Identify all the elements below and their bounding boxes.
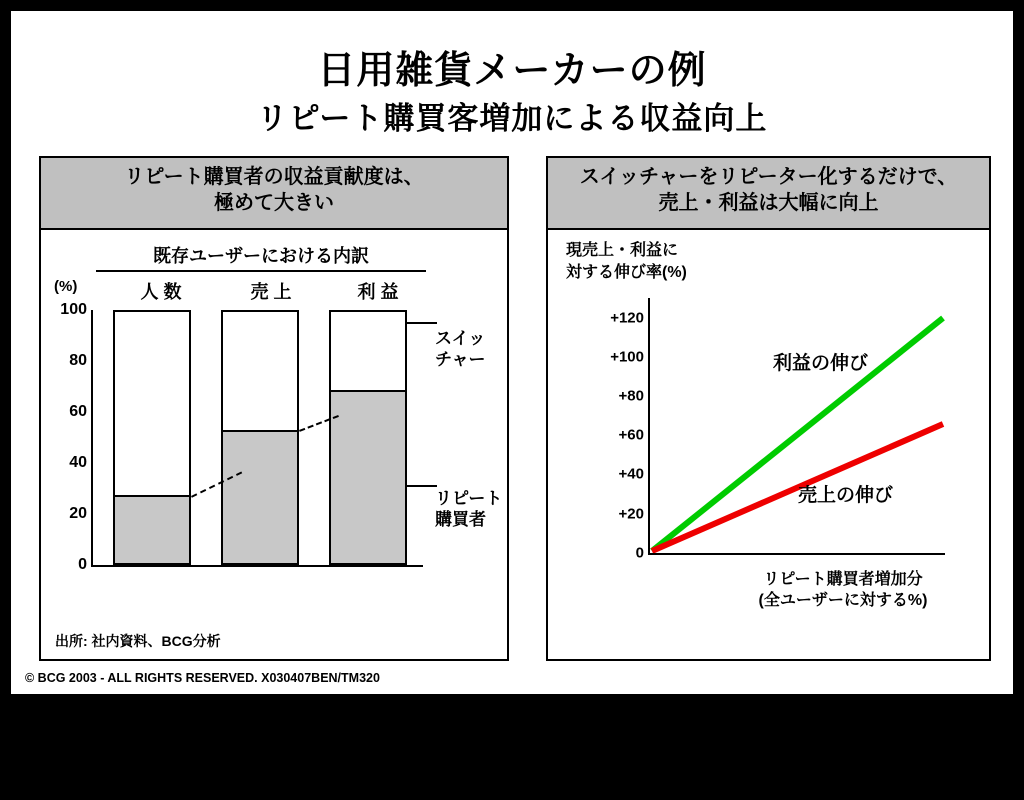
bar-category-label-2: 利 益 — [357, 282, 399, 302]
left-chart-panel — [39, 156, 509, 661]
series-label-sales: 売上の伸び — [798, 485, 894, 506]
bar-segment-repeat-1 — [223, 430, 297, 563]
line-ytick-20: +20 — [618, 505, 644, 523]
bar-ytick-60: 60 — [69, 403, 87, 420]
right-chart-body — [548, 230, 989, 663]
right-x-axis-caption — [698, 570, 988, 612]
bar-ytick-80: 80 — [69, 352, 87, 369]
line-ytick-120: +120 — [610, 309, 644, 327]
bar-chart-plot-area — [60, 301, 423, 573]
annotation-repeat-line1: リピート — [435, 489, 503, 508]
line-ytick-80: +80 — [618, 387, 644, 405]
bar-column-0 — [113, 310, 191, 565]
annotation-repeat — [435, 488, 502, 531]
bar-ytick-0: 0 — [78, 556, 87, 573]
left-panel-header-line2: 極めて大きい — [214, 192, 334, 215]
bar-column-1 — [221, 310, 299, 565]
line-ytick-100: +100 — [610, 348, 644, 366]
bar-column-2 — [329, 310, 407, 565]
bracket-repeat — [407, 485, 437, 487]
line-ytick-0: 0 — [635, 544, 644, 562]
right-chart-panel — [546, 156, 991, 661]
left-panel-header — [41, 158, 507, 230]
annotation-switcher-line2: チャー — [435, 350, 486, 370]
bracket-switcher — [407, 322, 437, 324]
bar-segment-repeat-0 — [115, 495, 189, 563]
bar-category-label-1: 売 上 — [250, 282, 292, 302]
line-ytick-40: +40 — [618, 465, 644, 483]
page-subtitle: リピート購買客増加による収益向上 — [256, 101, 768, 136]
right-y-axis-label — [566, 240, 687, 283]
footer-rule — [11, 694, 1013, 697]
left-chart-subtitle: 既存ユーザーにおける内訳 — [96, 242, 426, 272]
slide-canvas — [8, 8, 1016, 700]
left-chart-body — [41, 230, 507, 663]
left-axis-unit: (%) — [54, 278, 78, 295]
right-y-axis-label-line1: 現売上・利益に — [566, 242, 679, 259]
right-panel-header — [548, 158, 989, 230]
bar-ytick-20: 20 — [69, 505, 87, 522]
series-label-profit: 利益の伸び — [773, 353, 869, 374]
annotation-repeat-line2: 購買者 — [435, 510, 486, 530]
page-title: 日用雑貨メーカーの例 — [317, 50, 707, 92]
line-chart-plot-area — [610, 298, 945, 562]
bar-ytick-100: 100 — [60, 301, 87, 318]
right-x-axis-caption-line1: リピート購買者増加分 — [763, 571, 923, 588]
annotation-switcher-line1: スイッ — [435, 329, 486, 348]
line-ytick-60: +60 — [618, 426, 644, 444]
bar-segment-repeat-2 — [331, 390, 405, 563]
bar-ytick-40: 40 — [69, 454, 87, 471]
line-series-svg — [650, 298, 945, 553]
right-x-axis-caption-line2: (全ユーザーに対する%) — [758, 591, 928, 609]
left-panel-header-line1: リピート購買者の収益貢献度は、 — [124, 166, 424, 188]
source-note: 出所: 社内資料、BCG分析 — [55, 633, 221, 649]
bar-category-label-0: 人 数 — [140, 282, 182, 302]
annotation-switcher — [435, 328, 486, 371]
right-y-axis-label-line2: 対する伸び率(%) — [566, 263, 687, 281]
copyright-note: © BCG 2003 - ALL RIGHTS RESERVED. X030407BEN/TM320 — [25, 671, 380, 685]
right-panel-header-line2: 売上・利益は大幅に向上 — [658, 192, 879, 215]
right-panel-header-line1: スイッチャーをリピーター化するだけで、 — [579, 166, 958, 188]
